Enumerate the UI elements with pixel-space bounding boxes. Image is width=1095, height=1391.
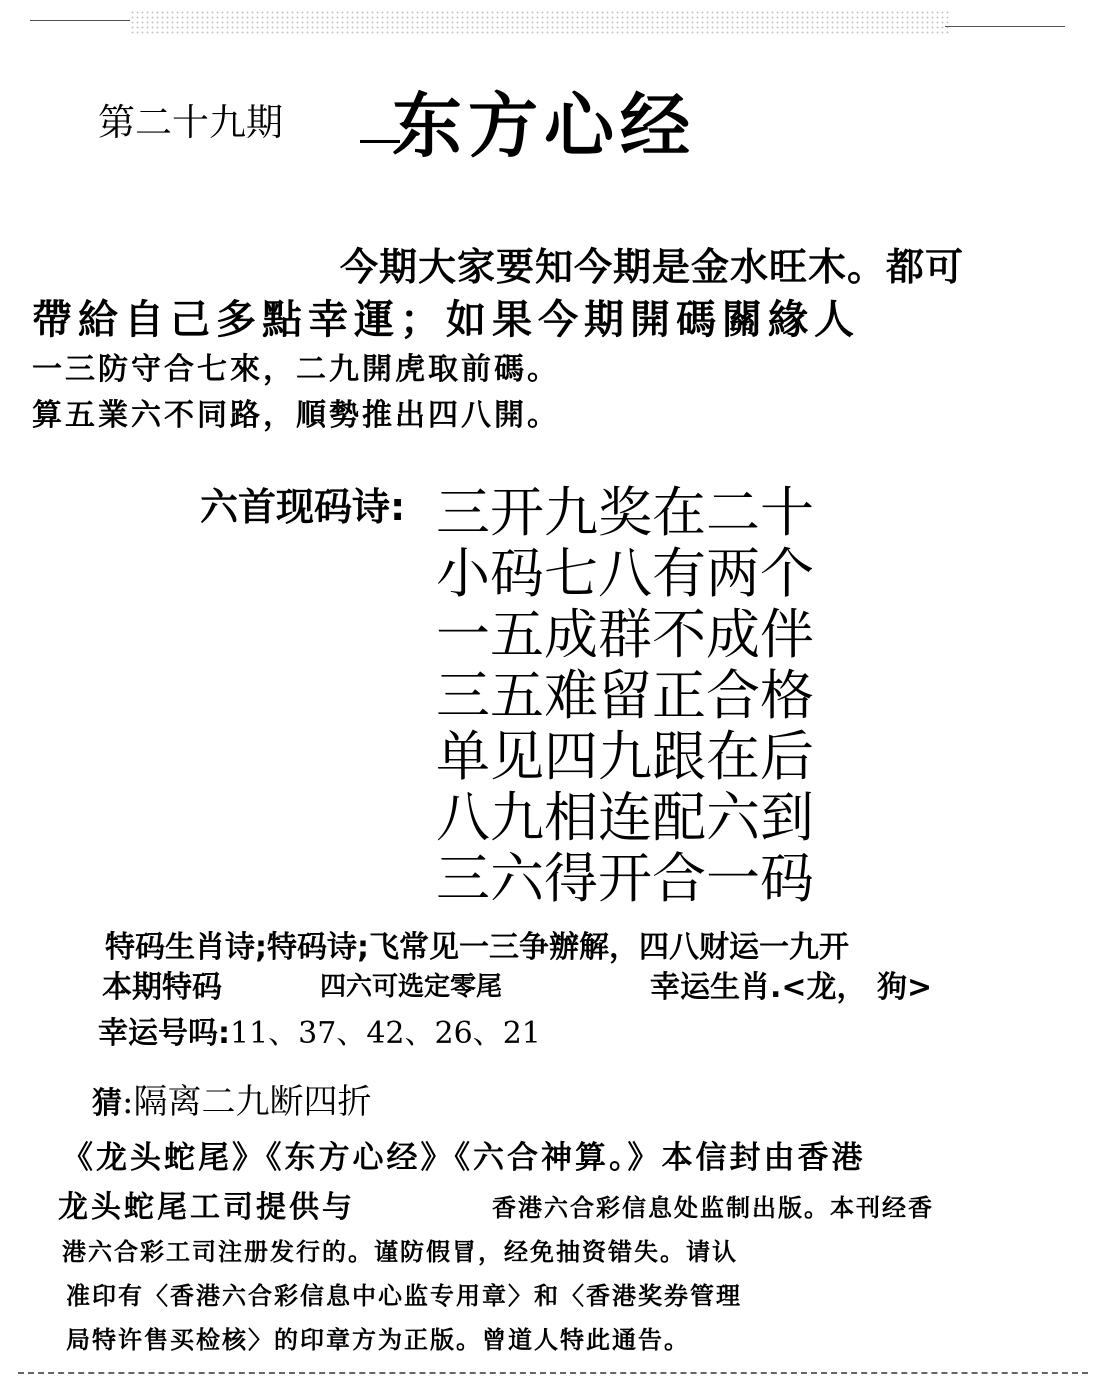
tema-label: 本期特码 [102, 970, 222, 1005]
notice-line-4: 准印有〈香港六合彩信息中心监专用章〉和〈香港奖券管理 [66, 1282, 742, 1310]
intro-line-4: 算五業六不同路，順勢推出四八開。 [32, 398, 560, 433]
top-rule-right [945, 26, 1065, 27]
tema-tail-hint: 四六可选定零尾 [320, 972, 503, 1002]
poem-line: 三六得开合一码 [436, 847, 814, 910]
notice-line-3: 港六合彩工司注册发行的。谨防假冒，经免抽资错失。请认 [62, 1238, 738, 1266]
poem-line: 三开九奖在二十 [436, 481, 814, 544]
notice-line-2a: 龙头蛇尾工司提供与 [58, 1190, 355, 1225]
guess-label: 猜 [92, 1086, 122, 1121]
page-title: 东方心经 [392, 85, 696, 167]
poem-line: 单见四九跟在后 [436, 725, 814, 788]
notice-line-5: 局特许售买检核〉的印章方为正版。曾道人特此通告。 [66, 1326, 690, 1354]
issue-number: 第二十九期 [98, 101, 283, 144]
poem-line: 三五难留正合格 [436, 664, 814, 727]
guess-row [92, 1074, 371, 1123]
lucky-numbers-row [98, 1008, 541, 1052]
notice-line-2b: 香港六合彩信息处监制出版。本刊经香 [492, 1194, 934, 1222]
intro-line-1: 今期大家要知今期是金水旺木。都可 [340, 245, 965, 289]
bottom-dashed-rule [18, 1372, 1088, 1374]
intro-line-3: 一三防守合七來，二九開虎取前碼。 [32, 352, 560, 387]
lucky-zodiac: 幸运生肖.<龙， 狗> [650, 970, 933, 1005]
poem-line: 小码七八有两个 [436, 542, 814, 605]
intro-line-2: 帶給自己多點幸運；如果今期開碼關緣人 [32, 297, 860, 343]
tema-poem-line: 特码生肖诗;特码诗;飞常见一三争辦解，四八财运一九开 [105, 930, 849, 965]
top-rule-left [30, 20, 130, 21]
poem-line: 八九相连配六到 [436, 786, 814, 849]
guess-text: :隔离二九断四折 [122, 1082, 372, 1122]
lucky-numbers-label: 幸运号吗: [98, 1016, 230, 1051]
scan-noise-top [130, 10, 950, 36]
lucky-numbers: 11、37、42、26、21 [230, 1016, 541, 1051]
poem-line: 一五成群不成伴 [436, 603, 814, 666]
poem-label: 六首现码诗: [200, 485, 406, 529]
notice-line-1: 《龙头蛇尾》《东方心经》《六合神算。》本信封由香港 [62, 1140, 866, 1176]
